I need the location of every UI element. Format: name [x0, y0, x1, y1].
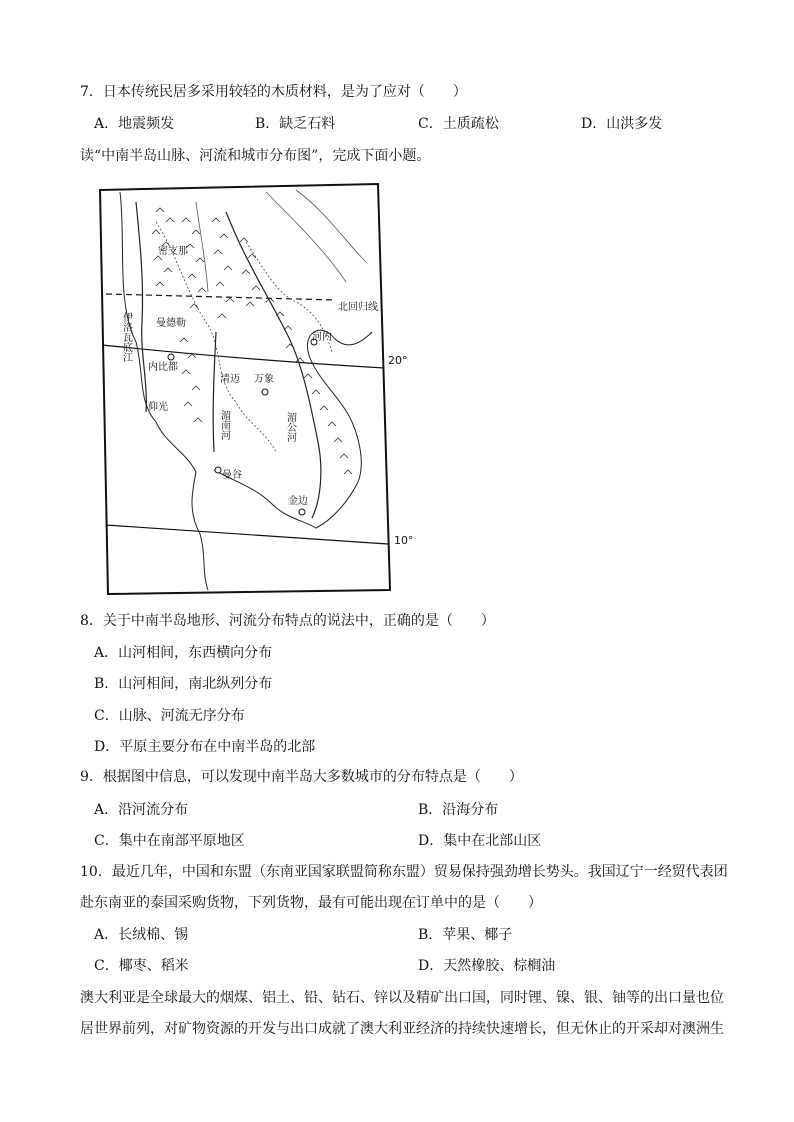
- phnompenh-marker: [299, 509, 305, 515]
- q8-stem: 8．关于中南半岛地形、河流分布特点的说法中，正确的是（ ）: [80, 613, 495, 629]
- river-north-3: [196, 202, 208, 292]
- q10-option-d: D．天然橡胶、棕榈油: [418, 958, 556, 974]
- label-hanoi: 河内: [312, 332, 332, 343]
- bangkok-marker: [215, 467, 221, 473]
- q8-option-a: A．山河相间，东西横向分布: [94, 645, 273, 661]
- label-tropic: 北回归线: [338, 302, 378, 313]
- label-20deg: 20°: [388, 354, 408, 367]
- q9-option-d: D．集中在北部山区: [418, 833, 542, 849]
- label-chiangmai: 清迈: [220, 374, 240, 385]
- naypyidaw-marker: [168, 354, 174, 360]
- indochina-map: [96, 182, 414, 594]
- label-10deg: 10°: [394, 534, 414, 547]
- irrawaddy-river: [136, 202, 146, 412]
- label-mekong: 湄公河: [284, 412, 296, 442]
- label-vientiane: 万象: [254, 374, 274, 385]
- label-irrawaddy: 伊洛瓦底江: [120, 312, 132, 362]
- q10-option-b: B．苹果、椰子: [418, 927, 513, 943]
- map-intro: 读“中南半岛山脉、河流和城市分布图”，完成下面小题。: [80, 148, 431, 164]
- q9-option-c: C．集中在南部平原地区: [94, 833, 245, 849]
- label-phnompenh: 金边: [288, 496, 308, 507]
- label-mandalay: 曼德勒: [156, 318, 186, 329]
- q9-stem: 9．根据图中信息，可以发现中南半岛大多数城市的分布特点是（ ）: [80, 769, 523, 785]
- label-naypyidaw: 内比都: [148, 362, 178, 373]
- chaophraya-river: [213, 332, 216, 452]
- q10-stem-line1: 10．最近几年，中国和东盟（东南亚国家联盟简称东盟）贸易保持强劲增长势头。我国辽宁一经贸代表团: [80, 864, 728, 880]
- label-myitkyina: 密支那: [158, 246, 188, 257]
- q9-option-a: A．沿河流分布: [94, 802, 189, 818]
- q7-stem: 7．日本传统民居多采用较轻的木质材料，是为了应对（ ）: [80, 84, 467, 100]
- label-yangon: 仰光: [148, 402, 168, 413]
- map-frame: [100, 184, 390, 594]
- q7-option-d: D．山洪多发: [581, 116, 663, 132]
- q9-option-b: B．沿海分布: [418, 802, 499, 818]
- label-bangkok: 曼谷: [222, 470, 242, 481]
- vientiane-marker: [262, 389, 268, 395]
- river-north-1: [266, 192, 346, 282]
- parallel-10: [106, 525, 388, 544]
- passage-line1: 澳大利亚是全球最大的烟煤、铝土、铅、钻石、锌以及精矿出口国，同时锂、镍、银、铀等的出口量也位: [80, 990, 724, 1006]
- label-chaophraya: 湄南河: [218, 410, 230, 440]
- q10-option-a: A．长绒棉、锡: [94, 927, 189, 943]
- q10-option-c: C．椰枣、稻米: [94, 958, 189, 974]
- passage-line2: 居世界前列，对矿物资源的开发与出口成就了澳大利亚经济的持续快速增长，但无休止的开采却对澳洲生: [80, 1021, 724, 1037]
- q7-option-a: A．地震频发: [94, 116, 175, 132]
- q10-stem-line2: 赴东南亚的泰国采购货物，下列货物，最有可能出现在订单中的是（ ）: [80, 895, 542, 911]
- q8-option-d: D．平原主要分布在中南半岛的北部: [94, 739, 316, 755]
- q7-option-b: B．缺乏石料: [255, 116, 336, 132]
- tropic-line: [106, 294, 336, 300]
- q8-option-b: B．山河相间，南北纵列分布: [94, 676, 273, 692]
- map-svg: [96, 182, 414, 594]
- q7-option-c: C．土质疏松: [418, 116, 499, 132]
- river-north-2: [296, 190, 366, 262]
- q8-option-c: C．山脉、河流无序分布: [94, 708, 245, 724]
